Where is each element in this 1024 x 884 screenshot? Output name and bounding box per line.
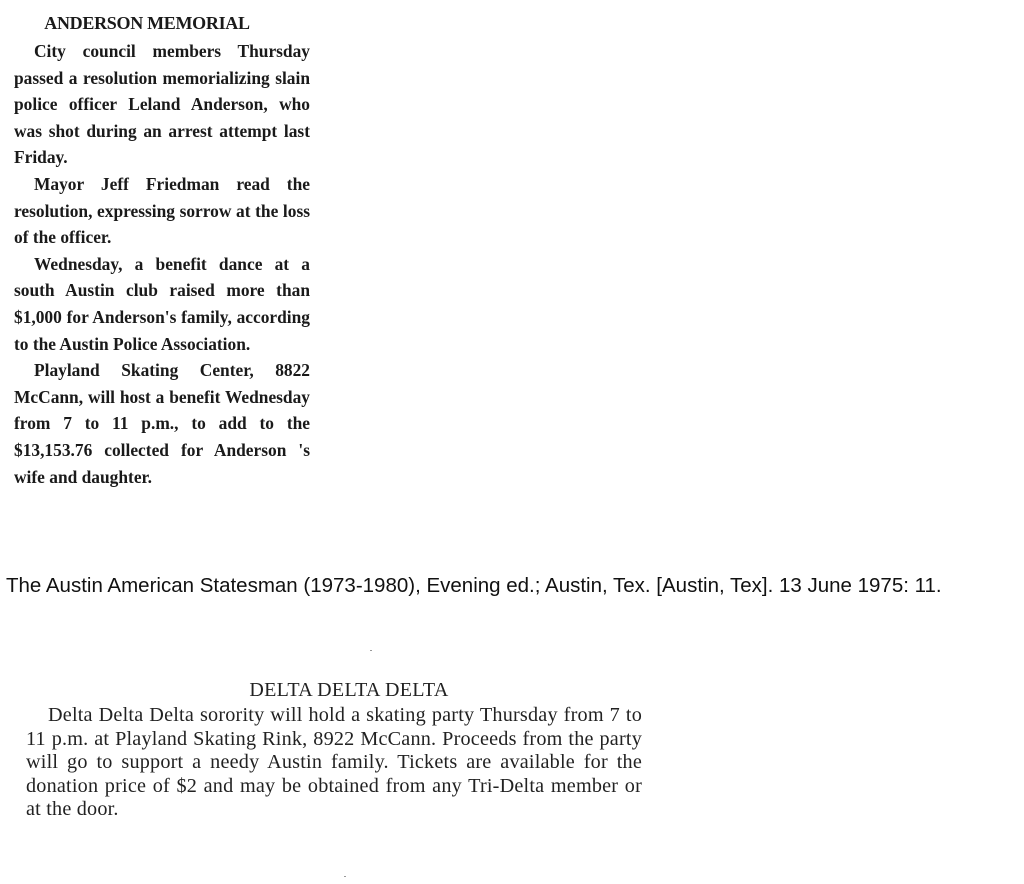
- scan-speck: [370, 650, 372, 651]
- article-paragraph: City council members Thursday passed a resolution memorializing slain police officer Leland Anderson, who was shot during an arrest attempt last Friday.: [14, 41, 310, 168]
- article-paragraph: Delta Delta Delta sorority will hold a skating party Thursday from 7 to 11 p.m. at Playland Skating Rink, 8922 McCann. Proceeds from the party will go to support a needy Austin family. Tickets are available for the donation price of $2 and may be obtained from any Tri-Delta member or at the door.: [26, 704, 642, 821]
- article-headline: ANDERSON MEMORIAL: [44, 13, 250, 33]
- article-paragraph: Wednesday, a benefit dance at a south Austin club raised more than $1,000 for Anderson's family, according to the Austin Police Association.: [14, 253, 310, 354]
- article-paragraph: Mayor Jeff Friedman read the resolution, expressing sorrow at the loss of the officer.: [14, 173, 310, 248]
- scan-speck: [344, 876, 346, 877]
- article-paragraph: Playland Skating Center, 8822 McCann, will host a benefit Wednesday from 7 to 11 p.m., to add to the $13,153.76 collected for Anderson 's wife and daughter.: [14, 360, 310, 487]
- source-citation: The Austin American Statesman (1973-1980), Evening ed.; Austin, Tex. [Austin, Tex]. 13 June 1975: 11.: [6, 574, 942, 597]
- article-clipping-delta-delta-delta: [26, 676, 642, 822]
- article-clipping-anderson-memorial: [14, 8, 310, 490]
- article-headline: DELTA DELTA DELTA: [249, 679, 449, 701]
